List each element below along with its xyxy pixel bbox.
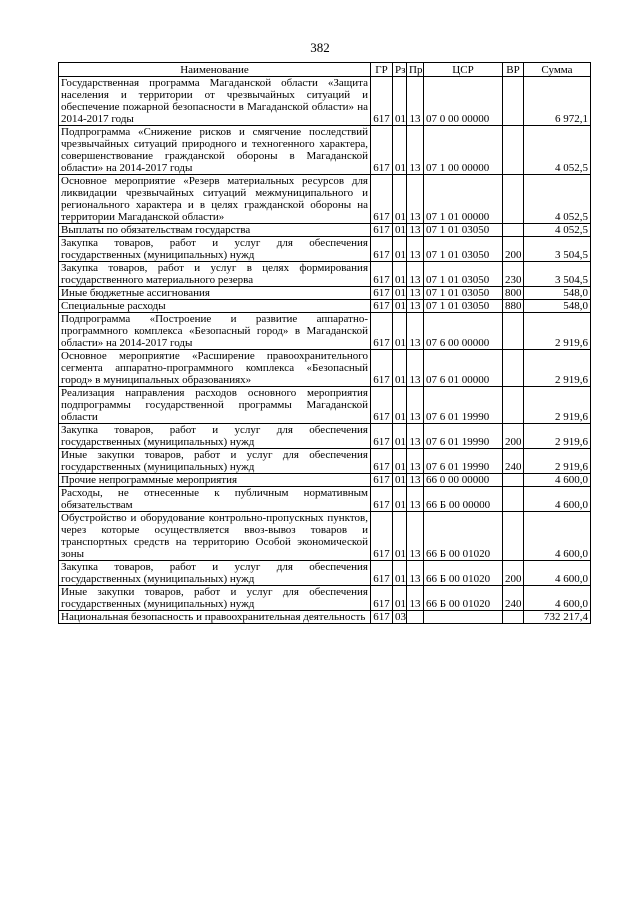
- cell-csr: 66 Б 00 01020: [424, 586, 503, 611]
- cell-rz: 01: [393, 175, 407, 224]
- cell-pr: 13: [407, 512, 424, 561]
- cell-rz: 01: [393, 586, 407, 611]
- cell-vr: [503, 77, 524, 126]
- cell-sum: 4 600,0: [524, 474, 591, 487]
- cell-name: Иные закупки товаров, работ и услуг для обеспечения государственных (муниципальных) нужд: [59, 449, 371, 474]
- cell-vr: [503, 313, 524, 350]
- cell-sum: 4 600,0: [524, 586, 591, 611]
- column-header-gr: ГР: [371, 63, 393, 77]
- cell-rz: 01: [393, 561, 407, 586]
- cell-pr: 13: [407, 224, 424, 237]
- cell-pr: 13: [407, 77, 424, 126]
- cell-pr: 13: [407, 586, 424, 611]
- cell-gr: 617: [371, 126, 393, 175]
- cell-sum: 2 919,6: [524, 387, 591, 424]
- table-row: [59, 512, 591, 561]
- cell-pr: 13: [407, 237, 424, 262]
- cell-rz: 01: [393, 77, 407, 126]
- cell-csr: 07 0 00 00000: [424, 77, 503, 126]
- cell-rz: 01: [393, 424, 407, 449]
- cell-rz: 03: [393, 611, 407, 624]
- cell-rz: 01: [393, 237, 407, 262]
- cell-vr: [503, 512, 524, 561]
- cell-pr: 13: [407, 300, 424, 313]
- cell-gr: 617: [371, 262, 393, 287]
- cell-name: Закупка товаров, работ и услуг для обеспечения государственных (муниципальных) нужд: [59, 561, 371, 586]
- table-row: [59, 313, 591, 350]
- column-header-csr: ЦСР: [424, 63, 503, 77]
- cell-pr: [407, 611, 424, 624]
- table-row: [59, 175, 591, 224]
- cell-csr: 07 6 01 19990: [424, 449, 503, 474]
- table-row: [59, 300, 591, 313]
- cell-pr: 13: [407, 474, 424, 487]
- cell-gr: 617: [371, 387, 393, 424]
- table-row: [59, 77, 591, 126]
- cell-vr: 800: [503, 287, 524, 300]
- cell-sum: 548,0: [524, 300, 591, 313]
- cell-csr: 07 1 01 03050: [424, 287, 503, 300]
- cell-name: Закупка товаров, работ и услуг в целях формирования государственного материального резерва: [59, 262, 371, 287]
- cell-vr: [503, 474, 524, 487]
- table-row: [59, 424, 591, 449]
- table-row: [59, 126, 591, 175]
- table-row: [59, 224, 591, 237]
- cell-rz: 01: [393, 313, 407, 350]
- cell-gr: 617: [371, 449, 393, 474]
- cell-sum: 2 919,6: [524, 424, 591, 449]
- table-body: [59, 77, 591, 624]
- cell-sum: 2 919,6: [524, 449, 591, 474]
- cell-csr: 07 6 00 00000: [424, 313, 503, 350]
- cell-vr: [503, 387, 524, 424]
- cell-vr: [503, 224, 524, 237]
- cell-gr: 617: [371, 300, 393, 313]
- table-row: [59, 237, 591, 262]
- cell-sum: 4 052,5: [524, 224, 591, 237]
- cell-vr: [503, 126, 524, 175]
- cell-rz: 01: [393, 512, 407, 561]
- cell-csr: 07 1 00 00000: [424, 126, 503, 175]
- cell-gr: 617: [371, 586, 393, 611]
- cell-vr: [503, 175, 524, 224]
- cell-vr: 200: [503, 237, 524, 262]
- cell-sum: 4 600,0: [524, 487, 591, 512]
- table-row: [59, 449, 591, 474]
- cell-pr: 13: [407, 350, 424, 387]
- cell-name: Специальные расходы: [59, 300, 371, 313]
- table-row: [59, 611, 591, 624]
- cell-name: Национальная безопасность и правоохранительная деятельность: [59, 611, 371, 624]
- cell-gr: 617: [371, 512, 393, 561]
- cell-sum: 3 504,5: [524, 237, 591, 262]
- cell-gr: 617: [371, 611, 393, 624]
- cell-name: Прочие непрограммные мероприятия: [59, 474, 371, 487]
- cell-name: Выплаты по обязательствам государства: [59, 224, 371, 237]
- cell-csr: 66 Б 00 00000: [424, 487, 503, 512]
- table-row: [59, 350, 591, 387]
- cell-pr: 13: [407, 387, 424, 424]
- cell-pr: 13: [407, 313, 424, 350]
- column-header-sum: Сумма: [524, 63, 591, 77]
- cell-rz: 01: [393, 350, 407, 387]
- cell-sum: 4 052,5: [524, 175, 591, 224]
- cell-vr: 200: [503, 424, 524, 449]
- column-header-rz: Рз: [393, 63, 407, 77]
- cell-sum: 4 600,0: [524, 561, 591, 586]
- cell-rz: 01: [393, 300, 407, 313]
- cell-pr: 13: [407, 424, 424, 449]
- cell-gr: 617: [371, 287, 393, 300]
- cell-gr: 617: [371, 424, 393, 449]
- cell-vr: 240: [503, 586, 524, 611]
- cell-gr: 617: [371, 237, 393, 262]
- cell-vr: 200: [503, 561, 524, 586]
- cell-pr: 13: [407, 449, 424, 474]
- table-row: [59, 561, 591, 586]
- cell-csr: 07 1 01 03050: [424, 300, 503, 313]
- cell-vr: [503, 350, 524, 387]
- cell-sum: 2 919,6: [524, 313, 591, 350]
- cell-name: Расходы, не отнесенные к публичным нормативным обязательствам: [59, 487, 371, 512]
- cell-csr: [424, 611, 503, 624]
- cell-csr: 07 6 01 19990: [424, 387, 503, 424]
- cell-name: Государственная программа Магаданской области «Защита населения и территории от чрезвычайных ситуаций и обеспечение пожарной безопасности в Магаданской области» на 2014-2017 годы: [59, 77, 371, 126]
- cell-csr: 66 Б 00 01020: [424, 561, 503, 586]
- cell-csr: 07 6 01 00000: [424, 350, 503, 387]
- cell-rz: 01: [393, 487, 407, 512]
- cell-name: Подпрограмма «Построение и развитие аппаратно-программного комплекса «Безопасный город» в Магаданской области» на 2014-2017 годы: [59, 313, 371, 350]
- page-number: 382: [310, 40, 330, 55]
- cell-gr: 617: [371, 77, 393, 126]
- cell-sum: 2 919,6: [524, 350, 591, 387]
- cell-vr: 230: [503, 262, 524, 287]
- cell-csr: 07 1 01 03050: [424, 237, 503, 262]
- cell-name: Основное мероприятие «Резерв материальных ресурсов для ликвидации чрезвычайных ситуаций межмуниципального и регионального характера и в целях гражданской обороны на территории Магаданской области»: [59, 175, 371, 224]
- cell-name: Закупка товаров, работ и услуг для обеспечения государственных (муниципальных) нужд: [59, 237, 371, 262]
- cell-rz: 01: [393, 287, 407, 300]
- cell-gr: 617: [371, 474, 393, 487]
- cell-pr: 13: [407, 126, 424, 175]
- cell-name: Иные бюджетные ассигнования: [59, 287, 371, 300]
- table-header-row: [59, 63, 591, 77]
- cell-sum: 732 217,4: [524, 611, 591, 624]
- cell-csr: 07 6 01 19990: [424, 424, 503, 449]
- cell-rz: 01: [393, 387, 407, 424]
- cell-csr: 07 1 01 03050: [424, 224, 503, 237]
- cell-rz: 01: [393, 262, 407, 287]
- cell-vr: [503, 611, 524, 624]
- cell-sum: 4 600,0: [524, 512, 591, 561]
- cell-csr: 07 1 01 00000: [424, 175, 503, 224]
- cell-vr: [503, 487, 524, 512]
- cell-pr: 13: [407, 262, 424, 287]
- cell-sum: 548,0: [524, 287, 591, 300]
- column-header-vr: ВР: [503, 63, 524, 77]
- table-row: [59, 387, 591, 424]
- table-row: [59, 262, 591, 287]
- cell-gr: 617: [371, 350, 393, 387]
- cell-csr: 66 Б 00 01020: [424, 512, 503, 561]
- cell-pr: 13: [407, 487, 424, 512]
- cell-name: Реализация направления расходов основного мероприятия подпрограммы государственной программы Магаданской области: [59, 387, 371, 424]
- cell-name: Закупка товаров, работ и услуг для обеспечения государственных (муниципальных) нужд: [59, 424, 371, 449]
- cell-vr: 880: [503, 300, 524, 313]
- cell-gr: 617: [371, 561, 393, 586]
- cell-rz: 01: [393, 126, 407, 175]
- cell-rz: 01: [393, 224, 407, 237]
- cell-gr: 617: [371, 224, 393, 237]
- cell-name: Подпрограмма «Снижение рисков и смягчение последствий чрезвычайных ситуаций природного и техногенного характера, совершенствование гражданской обороны в Магаданской области» на 2014-2017 годы: [59, 126, 371, 175]
- cell-sum: 3 504,5: [524, 262, 591, 287]
- column-header-pr: Пр: [407, 63, 424, 77]
- cell-name: Основное мероприятие «Расширение правоохранительного сегмента аппаратно-программного комплекса «Безопасный город» в муниципальных образованиях»: [59, 350, 371, 387]
- cell-sum: 4 052,5: [524, 126, 591, 175]
- table-row: [59, 287, 591, 300]
- cell-rz: 01: [393, 474, 407, 487]
- cell-vr: 240: [503, 449, 524, 474]
- cell-gr: 617: [371, 313, 393, 350]
- cell-name: Обустройство и оборудование контрольно-пропускных пунктов, через которые осуществляется ввоз-вывоз товаров и транспортных средств на территорию Особой экономической зоны: [59, 512, 371, 561]
- cell-gr: 617: [371, 175, 393, 224]
- cell-csr: 07 1 01 03050: [424, 262, 503, 287]
- budget-table: [58, 62, 591, 624]
- cell-pr: 13: [407, 287, 424, 300]
- cell-sum: 6 972,1: [524, 77, 591, 126]
- cell-rz: 01: [393, 449, 407, 474]
- cell-pr: 13: [407, 561, 424, 586]
- cell-name: Иные закупки товаров, работ и услуг для обеспечения государственных (муниципальных) нужд: [59, 586, 371, 611]
- cell-gr: 617: [371, 487, 393, 512]
- cell-csr: 66 0 00 00000: [424, 474, 503, 487]
- table-row: [59, 586, 591, 611]
- table-row: [59, 487, 591, 512]
- cell-pr: 13: [407, 175, 424, 224]
- table-row: [59, 474, 591, 487]
- column-header-name: Наименование: [59, 63, 371, 77]
